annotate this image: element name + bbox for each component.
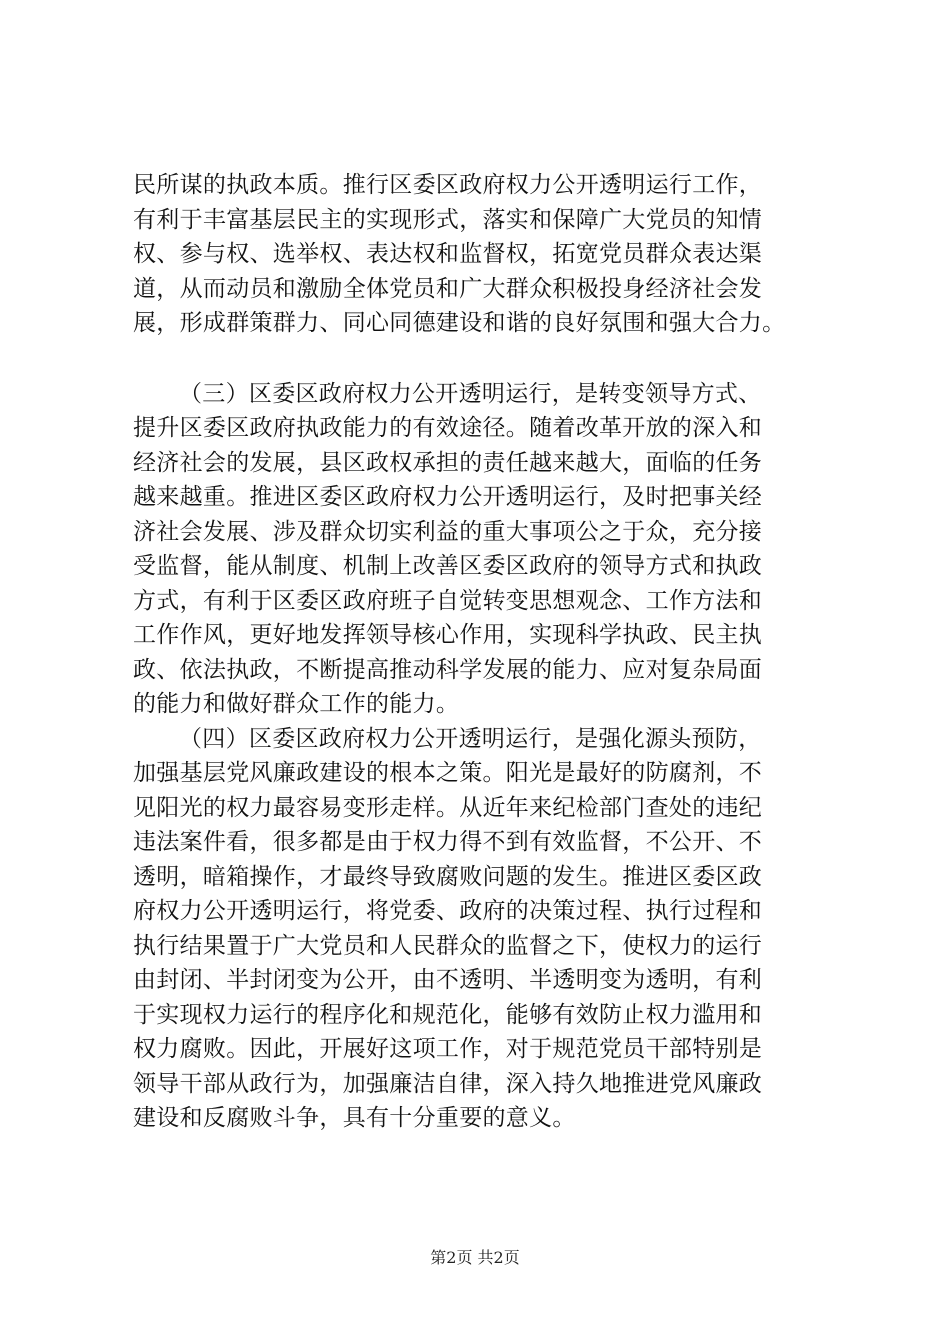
page-footer xyxy=(0,1245,950,1268)
paragraph-line: 领导干部从政行为，加强廉洁自律，深入持久地推进党风廉政 xyxy=(133,1070,763,1097)
paragraph-line: 透明，暗箱操作，才最终导致腐败问题的发生。推进区委区政 xyxy=(133,863,763,890)
paragraph-line: 有利于丰富基层民主的实现形式，落实和保障广大党员的知情 xyxy=(133,206,763,233)
paragraph-line: 权、参与权、选举权、表达权和监督权，拓宽党员群众表达渠 xyxy=(133,241,763,267)
paragraph-line: 违法案件看，很多都是由于权力得不到有效监督，不公开、不 xyxy=(133,829,763,855)
paragraph-line: 道，从而动员和激励全体党员和广大群众积极投身经济社会发 xyxy=(133,275,763,302)
paragraph-spacer xyxy=(133,341,839,377)
paragraph-line: 越来越重。推进区委区政府权力公开透明运行，及时把事关经 xyxy=(133,484,763,510)
paragraph-line: 建设和反腐败斗争，具有十分重要的意义。 xyxy=(133,1105,576,1131)
continuation-paragraph xyxy=(133,168,839,341)
paragraph-line: 济社会发展、涉及群众切实利益的重大事项公之于众，充分接 xyxy=(133,518,763,545)
paragraph-line: 方式，有利于区委区政府班子自觉转变思想观念、工作方法和 xyxy=(133,587,763,614)
paragraph-line: 由封闭、半封闭变为公开，由不透明、半透明变为透明，有利 xyxy=(133,967,763,993)
paragraph-line: 受监督，能从制度、机制上改善区委区政府的领导方式和执政 xyxy=(133,553,763,579)
document-body xyxy=(133,168,839,1136)
paragraph-line: 执行结果置于广大党员和人民群众的监督之下，使权力的运行 xyxy=(133,932,763,959)
section-three-paragraph xyxy=(133,377,839,722)
paragraph-line: 于实现权力运行的程序化和规范化，能够有效防止权力滥用和 xyxy=(133,1001,763,1028)
paragraph-line: 提升区委区政府执政能力的有效途径。随着改革开放的深入和 xyxy=(133,415,763,441)
paragraph-line: 权力腐败。因此，开展好这项工作，对于规范党员干部特别是 xyxy=(133,1036,763,1062)
paragraph-line: 见阳光的权力最容易变形走样。从近年来纪检部门查处的违纪 xyxy=(133,794,763,821)
paragraph-line: （四）区委区政府权力公开透明运行，是强化源头预防， xyxy=(179,725,762,752)
paragraph-line: 民所谋的执政本质。推行区委区政府权力公开透明运行工作， xyxy=(133,172,763,198)
paragraph-line: 经济社会的发展，县区政权承担的责任越来越大，面临的任务 xyxy=(133,449,763,476)
paragraph-line: 展，形成群策群力、同心同德建设和谐的良好氛围和强大合力。 xyxy=(133,310,786,336)
paragraph-line: （三）区委区政府权力公开透明运行，是转变领导方式、 xyxy=(179,380,762,407)
paragraph-line: 的能力和做好群众工作的能力。 xyxy=(133,691,460,717)
paragraph-line: 政、依法执政，不断提高推动科学发展的能力、应对复杂局面 xyxy=(133,656,763,683)
paragraph-line: 府权力公开透明运行，将党委、政府的决策过程、执行过程和 xyxy=(133,898,763,924)
page-number: 第2页 共2页 xyxy=(430,1248,520,1267)
paragraph-line: 工作作风，更好地发挥领导核心作用，实现科学执政、民主执 xyxy=(133,622,763,648)
paragraph-line: 加强基层党风廉政建设的根本之策。阳光是最好的防腐剂，不 xyxy=(133,760,763,786)
section-four-paragraph xyxy=(133,722,839,1136)
